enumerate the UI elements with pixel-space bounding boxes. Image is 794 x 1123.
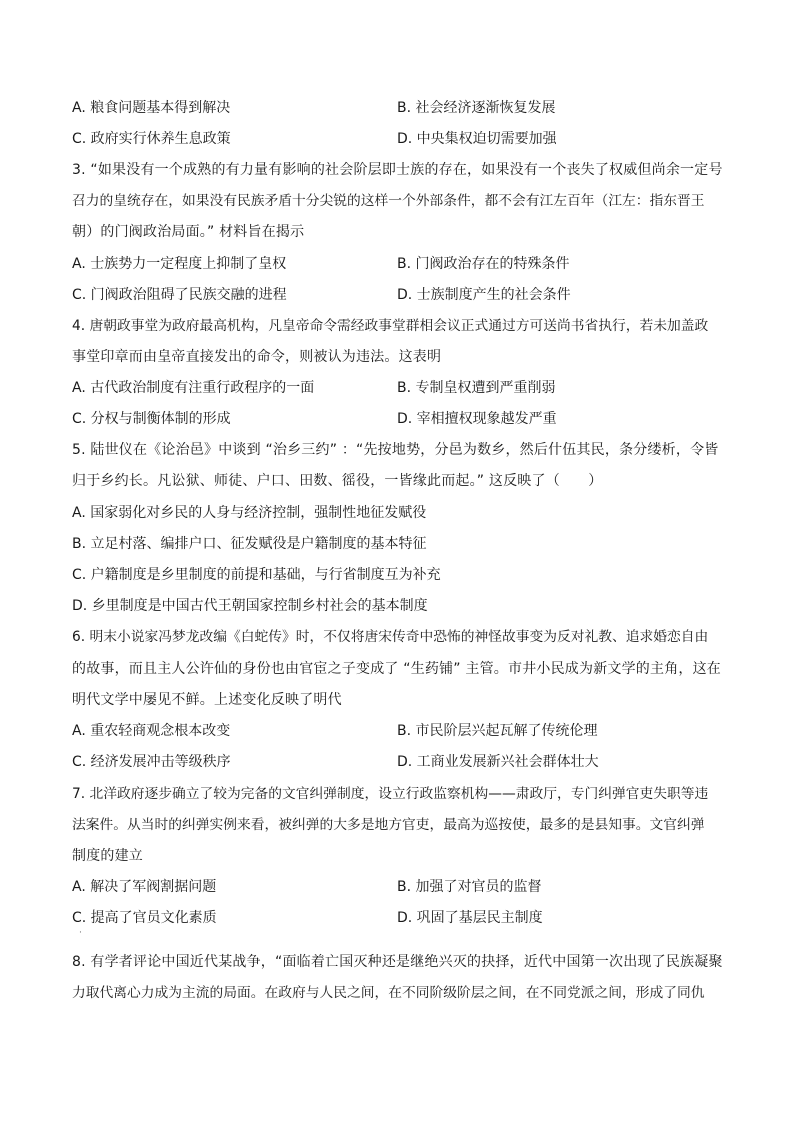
q2-option-c: C. 政府实行休养生息政策 bbox=[72, 131, 231, 147]
q4-option-b: B. 专制皇权遭到严重削弱 bbox=[397, 380, 556, 396]
q4-stem-line: 4. 唐朝政事堂为政府最高机构，凡皇帝命令需经政事堂群相会议正式通过方可送尚书省执行，若未加盖政 bbox=[72, 318, 709, 334]
q5-option-a: A. 国家弱化对乡民的人身与经济控制，强制性地征发赋役 bbox=[72, 505, 427, 521]
q7-option-b: B. 加强了对官员的监督 bbox=[397, 879, 542, 895]
q7-stem-line: 法案件。从当时的纠弹实例来看，被纠弹的大多是地方官吏，最高为巡按使，最多的是县知事。文官纠弹 bbox=[72, 817, 705, 833]
q6-stem-line: 明代文学中屡见不鲜。上述变化反映了明代 bbox=[72, 692, 342, 708]
q7-option-a: A. 解决了军阀割据问题 bbox=[72, 879, 217, 895]
q3-stem-line: 朝）的门阀政治局面。” 材料旨在揭示 bbox=[72, 224, 305, 240]
q5-stem-line: 5. 陆世仪在《论治邑》中谈到 “治乡三约” ：“先按地势，分邑为数乡，然后什伍其民，条分缕析，令皆 bbox=[72, 442, 719, 458]
q7-stem-line: 制度的建立 bbox=[72, 848, 143, 864]
q5-stem-line: 归于乡约长。凡讼狱、师徒、户口、田数、徭役，一皆缘此而起。” 这反映了（ ） bbox=[72, 473, 603, 489]
q2-option-b: B. 社会经济逐渐恢复发展 bbox=[397, 100, 556, 116]
q6-stem-line: 的故事，而且主人公许仙的身份也由官宦之子变成了 “生药铺” 主管。市井小民成为新文学的主角，这在 bbox=[72, 661, 722, 677]
q3-stem-line: 3. “如果没有一个成熟的有力量有影响的社会阶层即士族的存在，如果没有一个丧失了权威但尚余一定号 bbox=[72, 162, 723, 178]
q4-option-a: A. 古代政治制度有注重行政程序的一面 bbox=[72, 380, 315, 396]
stray-mark: · bbox=[79, 928, 82, 938]
q3-stem-line: 召力的皇统存在，如果没有民族矛盾十分尖锐的这样一个外部条件，都不会有江左百年（江左：指东晋王 bbox=[72, 193, 705, 209]
q5-option-b: B. 立足村落、编排户口、征发赋役是户籍制度的基本特征 bbox=[72, 536, 427, 552]
q3-option-c: C. 门阀政治阻碍了民族交融的进程 bbox=[72, 287, 287, 303]
q3-option-b: B. 门阀政治存在的特殊条件 bbox=[397, 256, 570, 272]
q8-stem-line: 8. 有学者评论中国近代某战争，“面临着亡国灭种还是继绝兴灭的抉择，近代中国第一次出现了民族凝聚 bbox=[72, 954, 723, 970]
q5-option-c: C. 户籍制度是乡里制度的前提和基础，与行省制度互为补充 bbox=[72, 567, 441, 583]
q6-option-a: A. 重农轻商观念根本改变 bbox=[72, 723, 231, 739]
q4-option-c: C. 分权与制衡体制的形成 bbox=[72, 411, 231, 427]
q6-option-d: D. 工商业发展新兴社会群体壮大 bbox=[397, 754, 599, 770]
q6-option-b: B. 市民阶层兴起瓦解了传统伦理 bbox=[397, 723, 598, 739]
q8-stem-line: 力取代离心力成为主流的局面。在政府与人民之间，在不同阶级阶层之间，在不同党派之间，形成了同仇 bbox=[72, 985, 705, 1001]
q7-stem-line: 7. 北洋政府逐步确立了较为完备的文官纠弹制度，设立行政监察机构——肃政厅，专门纠弹官吏失职等违 bbox=[72, 786, 709, 802]
q7-option-d: D. 巩固了基层民主制度 bbox=[397, 910, 543, 926]
q7-option-c: C. 提高了官员文化素质 bbox=[72, 910, 217, 926]
q6-option-c: C. 经济发展冲击等级秩序 bbox=[72, 754, 231, 770]
q5-option-d: D. 乡里制度是中国古代王朝国家控制乡村社会的基本制度 bbox=[72, 598, 428, 614]
q2-option-a: A. 粮食问题基本得到解决 bbox=[72, 100, 231, 116]
q4-option-d: D. 宰相擅权现象越发严重 bbox=[397, 411, 557, 427]
q2-option-d: D. 中央集权迫切需要加强 bbox=[397, 131, 557, 147]
q3-option-d: D. 士族制度产生的社会条件 bbox=[397, 287, 571, 303]
q4-stem-line: 事堂印章而由皇帝直接发出的命令，则被认为违法。这表明 bbox=[72, 349, 442, 365]
q3-option-a: A. 士族势力一定程度上抑制了皇权 bbox=[72, 256, 287, 272]
q6-stem-line: 6. 明末小说家冯梦龙改编《白蛇传》时，不仅将唐宋传奇中恐怖的神怪故事变为反对礼教、追求婚恋自由 bbox=[72, 629, 709, 645]
